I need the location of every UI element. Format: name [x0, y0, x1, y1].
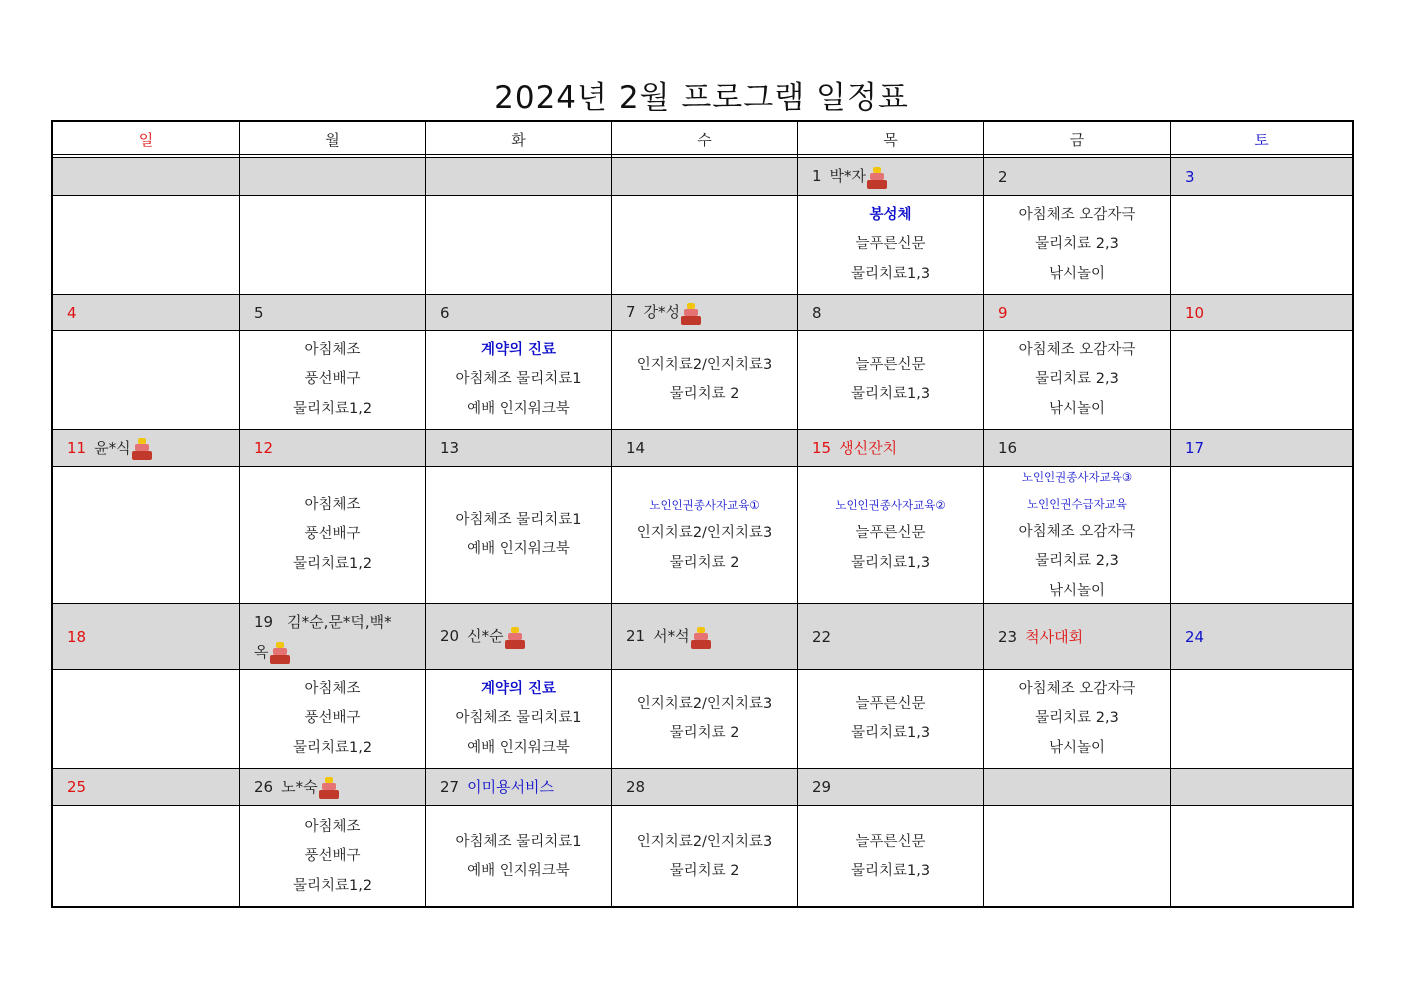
program-item: 물리치료 2,3	[1035, 553, 1119, 570]
program-cell	[798, 670, 984, 769]
program-item: 아침체조	[304, 341, 361, 358]
day-number: 2	[998, 167, 1008, 186]
program-item: 물리치료 2	[669, 386, 740, 402]
program-item: 아침체조 물리치료1	[455, 833, 582, 850]
day-note: 박*자	[829, 167, 867, 186]
birthday-cake-icon	[691, 625, 711, 649]
program-item: 예배 인지워크북	[467, 541, 570, 557]
program-item: 물리치료1,3	[850, 554, 931, 571]
program-item: 예배 인지워크북	[467, 739, 570, 756]
program-item: 예배 인지워크북	[467, 400, 570, 417]
program-cell	[53, 806, 240, 908]
program-cell	[240, 670, 426, 769]
program-item: 늘푸른신문	[855, 356, 926, 373]
program-cell	[798, 806, 984, 908]
program-cell	[426, 467, 612, 604]
day-number: 7	[626, 303, 636, 322]
day-cell-empty	[426, 158, 612, 196]
program-item: 물리치료 2,3	[1035, 236, 1119, 253]
program-item: 낚시놀이	[1048, 739, 1106, 756]
program-item: 계약의 진료	[480, 680, 557, 697]
program-item: 물리치료1,3	[850, 386, 931, 402]
day-cell-6	[426, 295, 612, 331]
program-cell	[1171, 670, 1352, 769]
program-item: 낚시놀이	[1048, 265, 1106, 282]
day-cell-1	[798, 158, 984, 196]
day-cell-5	[240, 295, 426, 331]
program-item: 인지치료2/인지치료3	[636, 356, 773, 373]
program-item: 늘푸른신문	[855, 236, 926, 253]
program-cell	[53, 670, 240, 769]
program-item: 풍선배구	[304, 848, 361, 865]
page-title: 2024년 2월 프로그램 일정표	[494, 80, 909, 116]
program-cell	[426, 331, 612, 430]
program-item: 아침체조 오감자극	[1018, 206, 1136, 223]
program-item: 노인인권종사자교육①	[649, 498, 760, 512]
program-item: 늘푸른신문	[855, 833, 926, 850]
program-item: 풍선배구	[304, 526, 361, 543]
day-cell-21	[612, 604, 798, 670]
day-number: 9	[998, 303, 1008, 322]
day-cell-empty	[240, 158, 426, 196]
program-item: 인지치료2/인지치료3	[636, 695, 773, 712]
program-item: 아침체조 오감자극	[1018, 680, 1136, 697]
program-item: 물리치료 2	[669, 554, 740, 571]
program-item: 낚시놀이	[1048, 582, 1106, 599]
day-number: 14	[626, 439, 646, 457]
weekday-header: 일	[53, 122, 240, 158]
program-item: 아침체조	[304, 818, 361, 835]
day-note: 노*숙	[281, 777, 318, 796]
day-number: 17	[1185, 439, 1205, 457]
birthday-cake-icon	[319, 775, 339, 799]
program-item: 아침체조	[304, 680, 361, 697]
day-note: 윤*식	[94, 438, 131, 457]
day-number: 18	[67, 627, 87, 646]
day-cell-11	[53, 430, 240, 467]
day-number: 22	[812, 627, 832, 646]
day-note: 척사대회	[1025, 627, 1084, 646]
day-note: 강*성	[643, 303, 681, 322]
day-note: 김*순,문*덕,백*옥	[254, 612, 392, 661]
day-cell-17	[1171, 430, 1352, 467]
program-cell	[1171, 331, 1352, 430]
day-number: 25	[67, 778, 87, 796]
day-number: 15	[812, 439, 832, 457]
day-number: 1	[812, 167, 822, 186]
program-cell	[240, 331, 426, 430]
program-cell	[612, 331, 798, 430]
program-cell	[240, 806, 426, 908]
program-cell	[53, 331, 240, 430]
program-item: 노인인권종사자교육③	[1021, 469, 1133, 484]
program-cell	[426, 806, 612, 908]
day-cell-13	[426, 430, 612, 467]
day-cell-18	[53, 604, 240, 670]
program-item: 노인인권수급자교육	[1027, 496, 1127, 511]
program-cell	[984, 467, 1171, 604]
program-item: 노인인권종사자교육②	[835, 498, 946, 512]
day-number: 20	[440, 627, 460, 646]
day-number: 10	[1185, 303, 1205, 322]
day-number: 21	[626, 627, 646, 646]
program-cell	[240, 196, 426, 295]
day-cell-2	[984, 158, 1171, 196]
day-cell-26	[240, 769, 426, 806]
program-cell	[612, 467, 798, 604]
day-note: 생신잔치	[839, 439, 898, 457]
program-item: 물리치료1,3	[850, 725, 931, 741]
day-number: 19	[254, 612, 274, 631]
program-item: 예배 인지워크북	[467, 863, 570, 879]
weekday-header: 목	[798, 122, 984, 158]
program-cell	[984, 806, 1171, 908]
day-cell-19	[240, 604, 426, 670]
program-item: 늘푸른신문	[855, 695, 926, 712]
day-number: 6	[440, 303, 450, 322]
program-item: 인지치료2/인지치료3	[636, 833, 773, 850]
day-cell-empty	[53, 158, 240, 196]
program-cell	[798, 331, 984, 430]
day-number: 29	[812, 778, 832, 796]
program-item: 물리치료1,2	[292, 555, 373, 572]
header-divider	[53, 154, 1352, 155]
program-item: 아침체조 오감자극	[1018, 341, 1136, 358]
day-number: 24	[1185, 627, 1205, 646]
day-cell-10	[1171, 295, 1352, 331]
day-number: 8	[812, 303, 822, 322]
program-item: 아침체조	[304, 496, 361, 513]
day-number: 16	[998, 439, 1018, 457]
weekday-header: 토	[1171, 122, 1352, 158]
day-cell-15	[798, 430, 984, 467]
day-number: 27	[440, 778, 460, 796]
program-cell	[984, 196, 1171, 295]
weekday-header: 월	[240, 122, 426, 158]
day-note: 서*석	[653, 627, 690, 646]
program-cell	[984, 670, 1171, 769]
day-cell-empty	[1171, 769, 1352, 806]
day-cell-4	[53, 295, 240, 331]
day-note: 신*순	[467, 627, 504, 646]
day-cell-9	[984, 295, 1171, 331]
program-item: 물리치료1,3	[850, 265, 931, 282]
program-cell	[426, 670, 612, 769]
day-number: 13	[440, 439, 460, 457]
program-cell	[612, 196, 798, 295]
calendar-table	[51, 120, 1354, 908]
program-item: 아침체조 오감자극	[1018, 523, 1136, 540]
program-item: 물리치료 2	[669, 863, 740, 879]
day-cell-25	[53, 769, 240, 806]
program-item: 물리치료1,3	[850, 863, 931, 879]
program-item: 풍선배구	[304, 710, 361, 727]
program-cell	[612, 670, 798, 769]
program-item: 아침체조 물리치료1	[455, 710, 582, 727]
day-cell-empty	[984, 769, 1171, 806]
day-cell-24	[1171, 604, 1352, 670]
day-cell-28	[612, 769, 798, 806]
program-item: 풍선배구	[304, 371, 361, 388]
program-item: 물리치료 2,3	[1035, 371, 1119, 388]
program-cell	[612, 806, 798, 908]
program-cell	[1171, 196, 1352, 295]
day-number: 28	[626, 778, 646, 796]
day-number: 12	[254, 439, 274, 457]
weekday-header: 화	[426, 122, 612, 158]
day-cell-23	[984, 604, 1171, 670]
day-number: 5	[254, 303, 264, 322]
day-number: 11	[67, 438, 87, 457]
program-item: 낚시놀이	[1048, 400, 1106, 417]
birthday-cake-icon	[270, 640, 290, 664]
program-cell	[53, 467, 240, 604]
weekday-header: 수	[612, 122, 798, 158]
day-cell-27	[426, 769, 612, 806]
day-number: 23	[998, 627, 1018, 646]
day-cell-8	[798, 295, 984, 331]
day-cell-29	[798, 769, 984, 806]
program-item: 늘푸른신문	[855, 525, 926, 541]
birthday-cake-icon	[681, 301, 701, 325]
program-item: 물리치료1,2	[292, 877, 373, 894]
program-item: 인지치료2/인지치료3	[636, 525, 773, 541]
day-cell-20	[426, 604, 612, 670]
program-item: 물리치료 2	[669, 725, 740, 741]
birthday-cake-icon	[867, 165, 887, 189]
day-cell-empty	[612, 158, 798, 196]
program-item: 계약의 진료	[480, 341, 557, 358]
program-item: 아침체조 물리치료1	[455, 511, 582, 528]
day-number: 26	[254, 777, 274, 796]
day-cell-16	[984, 430, 1171, 467]
program-cell	[1171, 806, 1352, 908]
program-item: 아침체조 물리치료1	[455, 371, 582, 388]
day-number: 4	[67, 303, 77, 322]
program-item: 물리치료 2,3	[1035, 710, 1119, 727]
program-cell	[240, 467, 426, 604]
day-cell-3	[1171, 158, 1352, 196]
program-cell	[53, 196, 240, 295]
program-cell	[426, 196, 612, 295]
day-cell-12	[240, 430, 426, 467]
program-item: 물리치료1,2	[292, 400, 373, 417]
day-cell-14	[612, 430, 798, 467]
day-cell-22	[798, 604, 984, 670]
program-cell	[798, 467, 984, 604]
program-cell	[798, 196, 984, 295]
weekday-header: 금	[984, 122, 1171, 158]
day-number: 3	[1185, 167, 1195, 186]
birthday-cake-icon	[505, 625, 525, 649]
program-item: 봉성체	[869, 206, 912, 223]
day-cell-7	[612, 295, 798, 331]
birthday-cake-icon	[132, 436, 152, 460]
program-cell	[984, 331, 1171, 430]
day-note: 이미용서비스	[467, 778, 555, 796]
program-cell	[1171, 467, 1352, 604]
program-item: 물리치료1,2	[292, 739, 373, 756]
